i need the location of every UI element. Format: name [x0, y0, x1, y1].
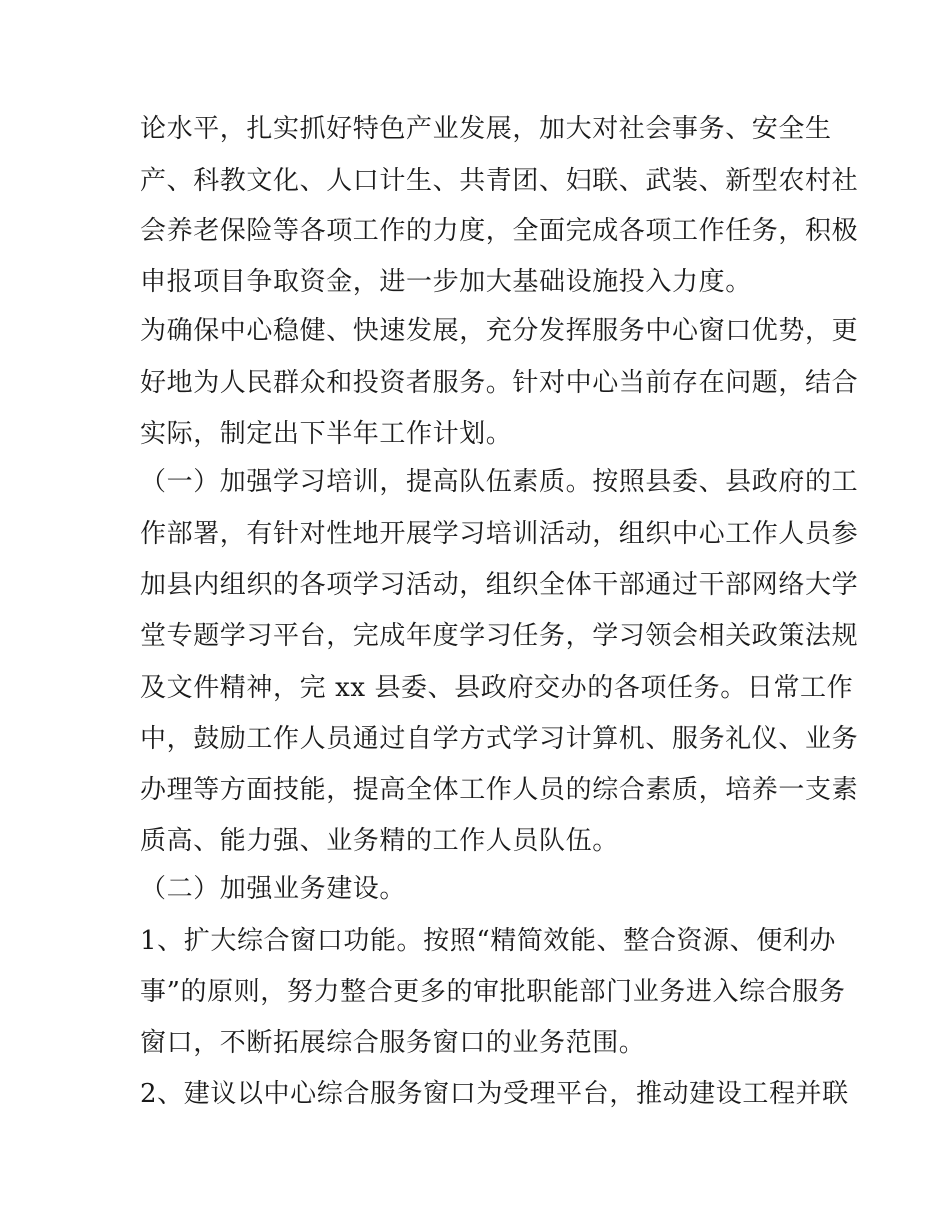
- text-line: 为确保中心稳健、快速发展，充分发挥服务中心窗口优势，更: [140, 316, 859, 346]
- text-line: 窗口，不断拓展综合服务窗口的业务范围。: [140, 1028, 646, 1058]
- text-line: 会养老保险等各项工作的力度，全面完成各项工作任务，积极: [140, 216, 859, 246]
- text-line: 及文件精神，完 xx 县委、县政府交办的各项任务。日常工作: [140, 673, 854, 703]
- text-line: 作部署，有针对性地开展学习培训活动，组织中心工作人员参: [140, 519, 859, 549]
- text-line: 办理等方面技能，提高全体工作人员的综合素质，培养一支素: [140, 775, 859, 805]
- text-line: 好地为人民群众和投资者服务。针对中心当前存在问题，结合: [140, 368, 859, 398]
- text-line: 堂专题学习平台，完成年度学习任务，学习领会相关政策法规: [140, 621, 859, 651]
- text-line: （一）加强学习培训，提高队伍素质。按照县委、县政府的工: [140, 467, 859, 497]
- text-line: 事”的原则，努力整合更多的审批职能部门业务进入综合服务: [140, 977, 846, 1007]
- text-line: 产、科教文化、人口计生、共青团、妇联、武装、新型农村社: [140, 166, 859, 196]
- text-line: （二）加强业务建设。: [140, 874, 407, 904]
- text-line: 1、扩大综合窗口功能。按照“精简效能、整合资源、便利办: [140, 926, 837, 956]
- text-line: 加县内组织的各项学习活动，组织全体干部通过干部网络大学: [140, 570, 859, 600]
- text-line: 质高、能力强、业务精的工作人员队伍。: [140, 826, 619, 856]
- text-line: 中，鼓励工作人员通过自学方式学习计算机、服务礼仪、业务: [140, 724, 859, 754]
- text-line: 2、建议以中心综合服务窗口为受理平台，推动建设工程并联: [140, 1079, 849, 1109]
- text-line: 申报项目争取资金，进一步加大基础设施投入力度。: [140, 267, 752, 297]
- text-line: 实际，制定出下半年工作计划。: [140, 419, 513, 449]
- text-line: 论水平，扎实抓好特色产业发展，加大对社会事务、安全生: [140, 114, 832, 144]
